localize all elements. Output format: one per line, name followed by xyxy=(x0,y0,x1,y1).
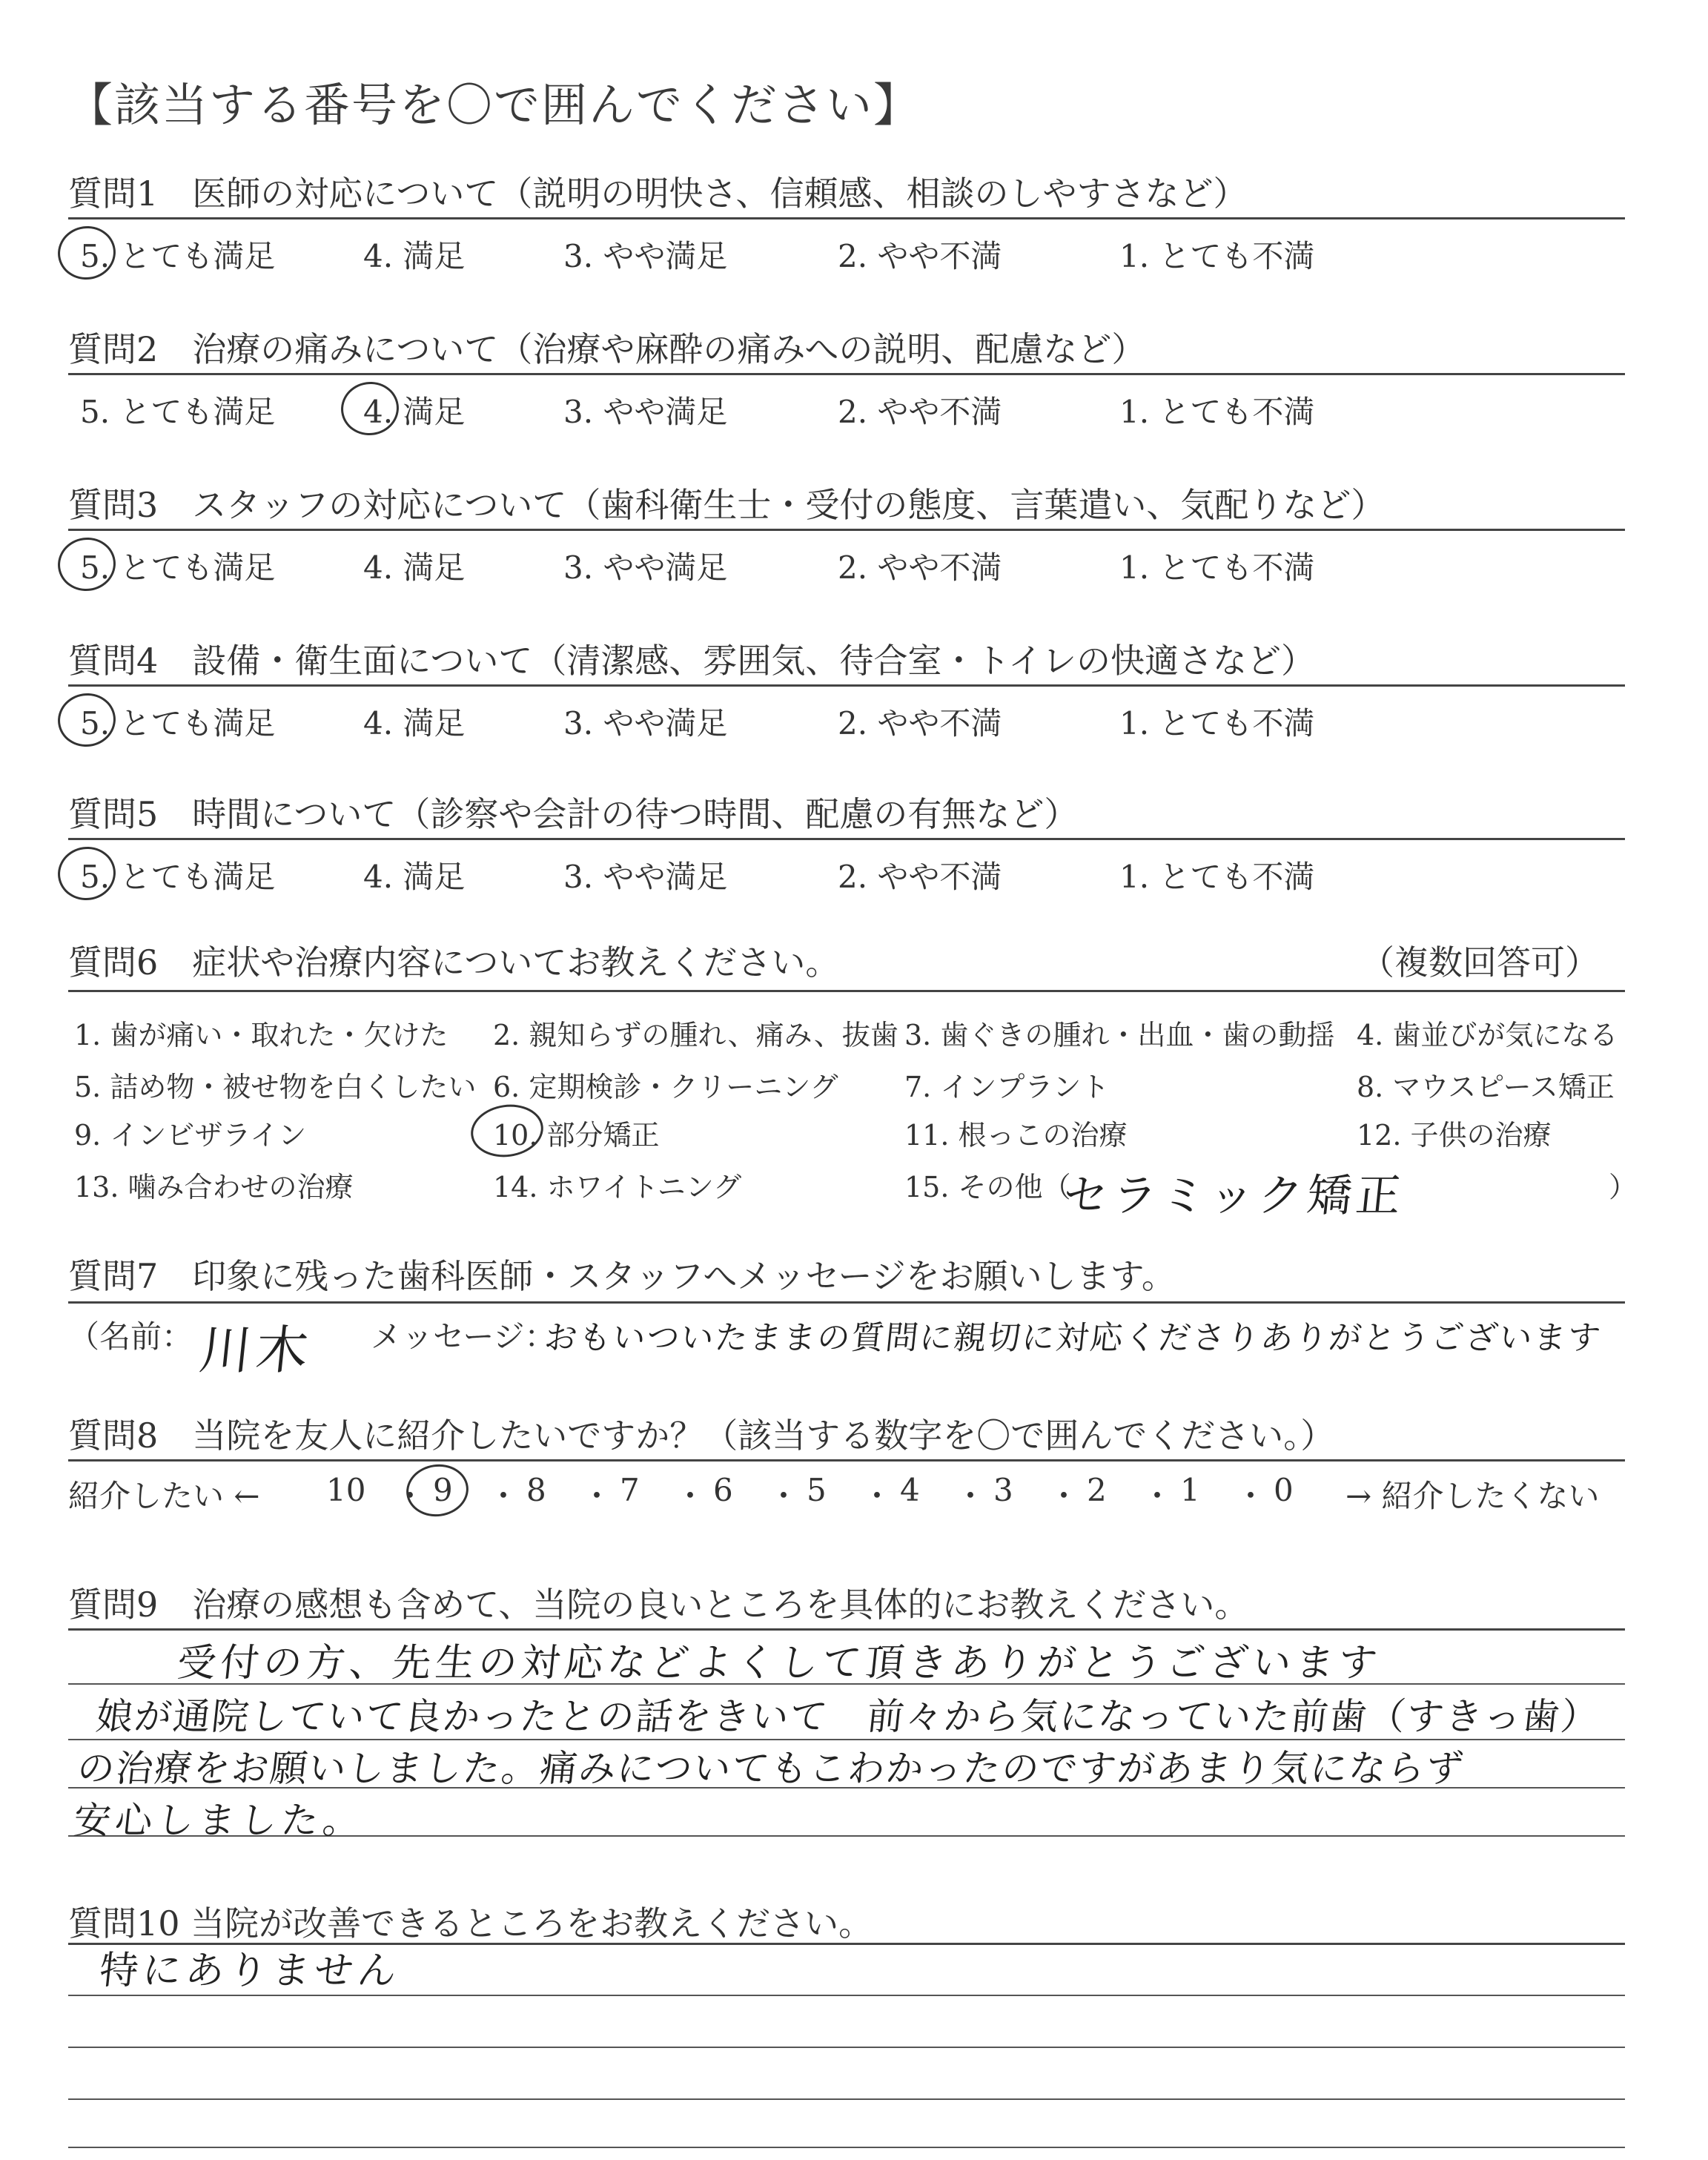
q6-option[interactable]: 14. ホワイトニング xyxy=(493,1171,742,1203)
q8-scale-separator: ・ xyxy=(861,1478,893,1514)
q8-scale-value[interactable]: 3 xyxy=(993,1472,1013,1508)
q2-option[interactable]: 3. やや満足 xyxy=(563,394,728,430)
q2-option[interactable]: 2. やや不満 xyxy=(838,394,1002,430)
q8-scale-value[interactable]: 0 xyxy=(1274,1472,1294,1508)
q6-title: 質問6 症状や治療内容についてお教えください。 xyxy=(68,942,840,982)
q2-option[interactable]: 5. とても満足 xyxy=(80,394,276,430)
q4-option[interactable]: 5. とても満足 xyxy=(80,705,276,742)
q4-title: 質問4 設備・衛生面について（清潔感、雰囲気、待合室・トイレの快適さなど） xyxy=(68,641,1316,681)
q6-option[interactable]: 13. 噛み合わせの治療 xyxy=(74,1171,354,1203)
q6-option[interactable]: 11. 根っこの治療 xyxy=(904,1119,1128,1152)
q7-rule xyxy=(68,1301,1625,1304)
q7-message-label: メッセージ： xyxy=(371,1318,556,1355)
q9-answer-line[interactable]: 受付の方、先生の対応などよくして頂きありがとうございます xyxy=(175,1641,1384,1685)
q10-line-1 xyxy=(68,1995,1625,1996)
q5-rule xyxy=(68,838,1625,840)
q8-scale-value[interactable]: 9 xyxy=(433,1472,453,1508)
q2-title: 質問2 治療の痛みについて（治療や麻酔の痛みへの説明、配慮など） xyxy=(68,329,1146,369)
q5-title: 質問5 時間について（診察や会計の待つ時間、配慮の有無など） xyxy=(68,794,1079,834)
q10-line-2 xyxy=(68,2047,1625,2048)
q8-scale-separator: ・ xyxy=(1142,1478,1174,1514)
q5-option[interactable]: 1. とても不満 xyxy=(1119,859,1315,895)
q6-other-text: セラミック矯正 xyxy=(1060,1170,1408,1222)
q2-rule xyxy=(68,373,1625,375)
q3-option[interactable]: 2. やや不満 xyxy=(838,549,1002,586)
q10-answer[interactable]: 特にありません xyxy=(97,1949,403,1993)
q10-title: 質問10 当院が改善できるところをお教えください。 xyxy=(68,1903,873,1943)
q8-rule xyxy=(68,1459,1625,1462)
q2-option[interactable]: 1. とても不満 xyxy=(1119,394,1315,430)
q9-title: 質問9 治療の感想も含めて、当院の良いところを具体的にお教えください。 xyxy=(68,1585,1249,1625)
q6-option[interactable]: 6. 定期検診・クリーニング xyxy=(493,1071,838,1103)
q4-option[interactable]: 3. やや満足 xyxy=(563,705,728,742)
q6-note: （複数回答可） xyxy=(1360,942,1599,982)
q8-scale-separator: ・ xyxy=(768,1478,800,1514)
q8-scale-value[interactable]: 5 xyxy=(807,1472,827,1508)
q6-option[interactable]: 12. 子供の治療 xyxy=(1357,1119,1552,1152)
q8-scale-value[interactable]: 10 xyxy=(326,1472,366,1508)
q4-option[interactable]: 1. とても不満 xyxy=(1119,705,1315,742)
q2-option[interactable]: 4. 満足 xyxy=(363,394,466,430)
q5-option[interactable]: 2. やや不満 xyxy=(838,859,1002,895)
q4-rule xyxy=(68,684,1625,687)
q9-rule xyxy=(68,1628,1625,1631)
q3-rule xyxy=(68,529,1625,531)
q3-option[interactable]: 5. とても満足 xyxy=(80,549,276,586)
q8-scale-separator: ・ xyxy=(1235,1478,1267,1514)
q6-option[interactable]: 3. 歯ぐきの腫れ・出血・歯の動揺 xyxy=(904,1019,1335,1051)
q8-scale-value[interactable]: 1 xyxy=(1180,1472,1200,1508)
q8-scale-separator: ・ xyxy=(675,1478,706,1514)
q1-option[interactable]: 1. とても不満 xyxy=(1119,238,1315,274)
q8-scale-separator: ・ xyxy=(394,1478,426,1514)
q8-scale-value[interactable]: 4 xyxy=(900,1472,920,1508)
q6-option[interactable]: 1. 歯が痛い・取れた・欠けた xyxy=(74,1019,448,1051)
q3-option[interactable]: 4. 満足 xyxy=(363,549,466,586)
q6-option[interactable]: 4. 歯並びが気になる xyxy=(1357,1019,1618,1051)
q7-name-value[interactable]: 川木 xyxy=(196,1320,316,1381)
q5-option[interactable]: 3. やや満足 xyxy=(563,859,728,895)
q8-title: 質問8 当院を友人に紹介したいですか？（該当する数字を〇で囲んでください。） xyxy=(68,1416,1335,1456)
q1-option[interactable]: 3. やや満足 xyxy=(563,238,728,274)
q6-option[interactable]: 15. その他（ xyxy=(904,1171,1071,1203)
q6-option[interactable]: 10. 部分矯正 xyxy=(493,1119,660,1152)
q9-answer-line[interactable]: 安心しました。 xyxy=(71,1799,367,1842)
q8-scale-value[interactable]: 2 xyxy=(1087,1472,1107,1508)
q3-title: 質問3 スタッフの対応について（歯科衛生士・受付の態度、言葉遣い、気配りなど） xyxy=(68,485,1386,525)
q4-option[interactable]: 4. 満足 xyxy=(363,705,466,742)
q9-answer-line[interactable]: 娘が通院していて良かったとの話をきいて 前々から気になっていた前歯（すきっ歯） xyxy=(93,1695,1602,1738)
q7-message-value[interactable]: おもいついたままの質問に親切に対応くださりありがとうございます xyxy=(542,1319,1604,1357)
q6-option[interactable]: 7. インプラント xyxy=(904,1071,1110,1103)
q8-left-label: 紹介したい ← xyxy=(68,1478,260,1514)
page-title: 【該当する番号を〇で囲んでください】 xyxy=(67,78,921,132)
q3-option[interactable]: 3. やや満足 xyxy=(563,549,728,586)
q1-rule xyxy=(68,217,1625,219)
q10-line-4 xyxy=(68,2147,1625,2148)
q8-scale-separator: ・ xyxy=(581,1478,613,1514)
q8-scale-value[interactable]: 6 xyxy=(713,1472,733,1508)
q8-scale-value[interactable]: 7 xyxy=(620,1472,640,1508)
q1-option[interactable]: 2. やや不満 xyxy=(838,238,1002,274)
q9-answer-line[interactable]: の治療をお願いしました。痛みについてもこわかったのですがあまり気にならず xyxy=(75,1747,1467,1790)
q10-line-3 xyxy=(68,2098,1625,2100)
q3-option[interactable]: 1. とても不満 xyxy=(1119,549,1315,586)
q8-scale-separator: ・ xyxy=(488,1478,520,1514)
q8-scale-separator: ・ xyxy=(1048,1478,1080,1514)
q6-option[interactable]: 9. インビザライン xyxy=(74,1119,307,1152)
q6-rule xyxy=(68,990,1625,992)
q6-option[interactable]: 5. 詰め物・被せ物を白くしたい xyxy=(74,1071,477,1103)
q7-title: 質問7 印象に残った歯科医師・スタッフへメッセージをお願いします。 xyxy=(68,1256,1176,1296)
q5-option[interactable]: 5. とても満足 xyxy=(80,859,276,895)
q5-option[interactable]: 4. 満足 xyxy=(363,859,466,895)
q6-option: ） xyxy=(1609,1171,1638,1203)
q8-scale-separator: ・ xyxy=(955,1478,987,1514)
q6-option[interactable]: 8. マウスピース矯正 xyxy=(1357,1071,1615,1103)
q8-right-label: → 紹介したくない xyxy=(1345,1478,1600,1514)
q1-option[interactable]: 4. 満足 xyxy=(363,238,466,274)
q1-title: 質問1 医師の対応について（説明の明快さ、信頼感、相談のしやすさなど） xyxy=(68,174,1248,214)
q1-option[interactable]: 5. とても満足 xyxy=(80,238,276,274)
q4-option[interactable]: 2. やや不満 xyxy=(838,705,1002,742)
q7-name-label: （名前： xyxy=(68,1318,193,1355)
q6-option[interactable]: 2. 親知らずの腫れ、痛み、抜歯 xyxy=(493,1019,898,1051)
q8-scale-value[interactable]: 8 xyxy=(526,1472,546,1508)
